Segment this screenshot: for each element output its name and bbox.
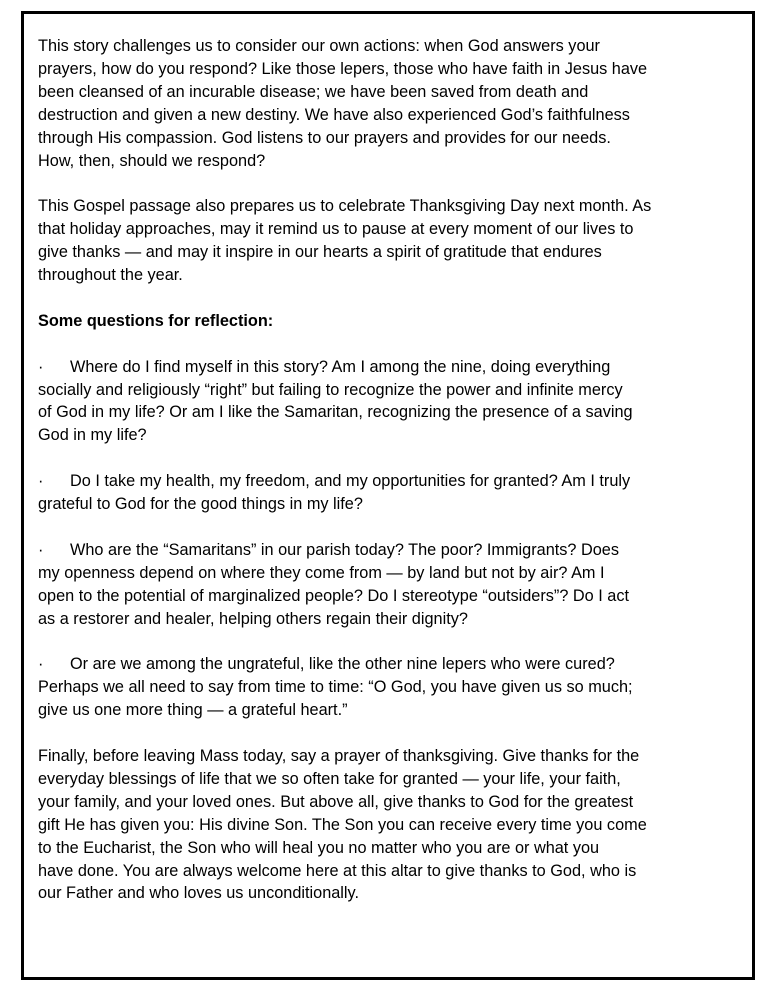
line-text: How, then, should we respond? (38, 151, 266, 170)
line-text: prayers, how do you respond? Like those lepers, those who have faith in Jesus have (38, 59, 648, 78)
text-line (38, 585, 748, 608)
line-text: open to the potential of marginalized people? Do I stereotype “outsiders”? Do I act (38, 586, 629, 605)
bullet-icon: · (38, 540, 44, 559)
text-line (38, 104, 748, 127)
text-line (38, 653, 748, 676)
line-text: as a restorer and healer, helping others regain their dignity? (38, 609, 468, 628)
text-line (38, 470, 748, 493)
text-line (38, 424, 748, 447)
text-line (38, 676, 748, 699)
line-text: grateful to God for the good things in my life? (38, 495, 363, 514)
line-text: that holiday approaches, may it remind us to pause at every moment of our lives to (38, 220, 634, 239)
line-text: Or are we among the ungrateful, like the other nine lepers who were cured? (70, 655, 615, 674)
text-line (38, 814, 748, 837)
paragraph (38, 745, 748, 905)
text-line (38, 356, 748, 379)
line-text: Do I take my health, my freedom, and my opportunities for granted? Am I truly (70, 472, 631, 491)
line-text: your family, and your loved ones. But above all, give thanks to God for the greatest (38, 792, 634, 811)
text-line (38, 562, 748, 585)
text-line (38, 401, 748, 424)
line-text: Who are the “Samaritans” in our parish today? The poor? Immigrants? Does (70, 540, 619, 559)
line-text: This Gospel passage also prepares us to celebrate Thanksgiving Day next month. As (38, 197, 652, 216)
text-line (38, 81, 748, 104)
line-text: throughout the year. (38, 266, 183, 285)
line-text: through His compassion. God listens to our prayers and provides for our needs. (38, 128, 611, 147)
text-line (38, 195, 748, 218)
bullet-item (38, 653, 748, 722)
line-text: socially and religiously “right” but failing to recognize the power and infinite mercy (38, 380, 623, 399)
text-line (38, 310, 748, 333)
text-line (38, 837, 748, 860)
text-line (38, 127, 748, 150)
paragraph (38, 195, 748, 287)
line-text: have done. You are always welcome here at this altar to give thanks to God, who is (38, 861, 637, 880)
line-text: Perhaps we all need to say from time to time: “O God, you have given us so much; (38, 678, 633, 697)
text-line (38, 35, 748, 58)
text-line (38, 264, 748, 287)
line-text: our Father and who loves us unconditionally. (38, 884, 359, 903)
paragraph (38, 35, 748, 172)
text-line (38, 493, 748, 516)
section-heading (38, 310, 748, 333)
line-text: Where do I find myself in this story? Am I among the nine, doing everything (70, 357, 611, 376)
line-text: destruction and given a new destiny. We have also experienced God’s faithfulness (38, 105, 630, 124)
bullet-item (38, 539, 748, 631)
text-line (38, 699, 748, 722)
text-line (38, 791, 748, 814)
text-line (38, 860, 748, 883)
text-line (38, 241, 748, 264)
bullet-item (38, 470, 748, 516)
bullet-item (38, 356, 748, 448)
text-line (38, 58, 748, 81)
document-body (38, 35, 748, 928)
text-line (38, 745, 748, 768)
line-text: to the Eucharist, the Son who will heal you no matter who you are or what you (38, 838, 600, 857)
line-text: of God in my life? Or am I like the Samaritan, recognizing the presence of a saving (38, 403, 633, 422)
text-line (38, 218, 748, 241)
bullet-icon: · (38, 357, 44, 376)
line-text: Some questions for reflection: (38, 311, 274, 330)
text-line (38, 608, 748, 631)
text-line (38, 379, 748, 402)
line-text: This story challenges us to consider our own actions: when God answers your (38, 37, 600, 55)
line-text: God in my life? (38, 426, 147, 445)
line-text: gift He has given you: His divine Son. The Son you can receive every time you come (38, 815, 647, 834)
line-text: give thanks — and may it inspire in our hearts a spirit of gratitude that endures (38, 243, 602, 262)
line-text: Finally, before leaving Mass today, say a prayer of thanksgiving. Give thanks for the (38, 746, 640, 765)
line-text: my openness depend on where they come from — by land but not by air? Am I (38, 563, 605, 582)
text-line (38, 768, 748, 791)
line-text: been cleansed of an incurable disease; we have been saved from death and (38, 82, 589, 101)
bullet-icon: · (38, 472, 44, 491)
text-line (38, 539, 748, 562)
text-line (38, 150, 748, 173)
text-line (38, 882, 748, 905)
line-text: give us one more thing — a grateful heart.” (38, 701, 348, 720)
line-text: everyday blessings of life that we so often take for granted — your life, your faith, (38, 769, 621, 788)
bullet-icon: · (38, 655, 44, 674)
